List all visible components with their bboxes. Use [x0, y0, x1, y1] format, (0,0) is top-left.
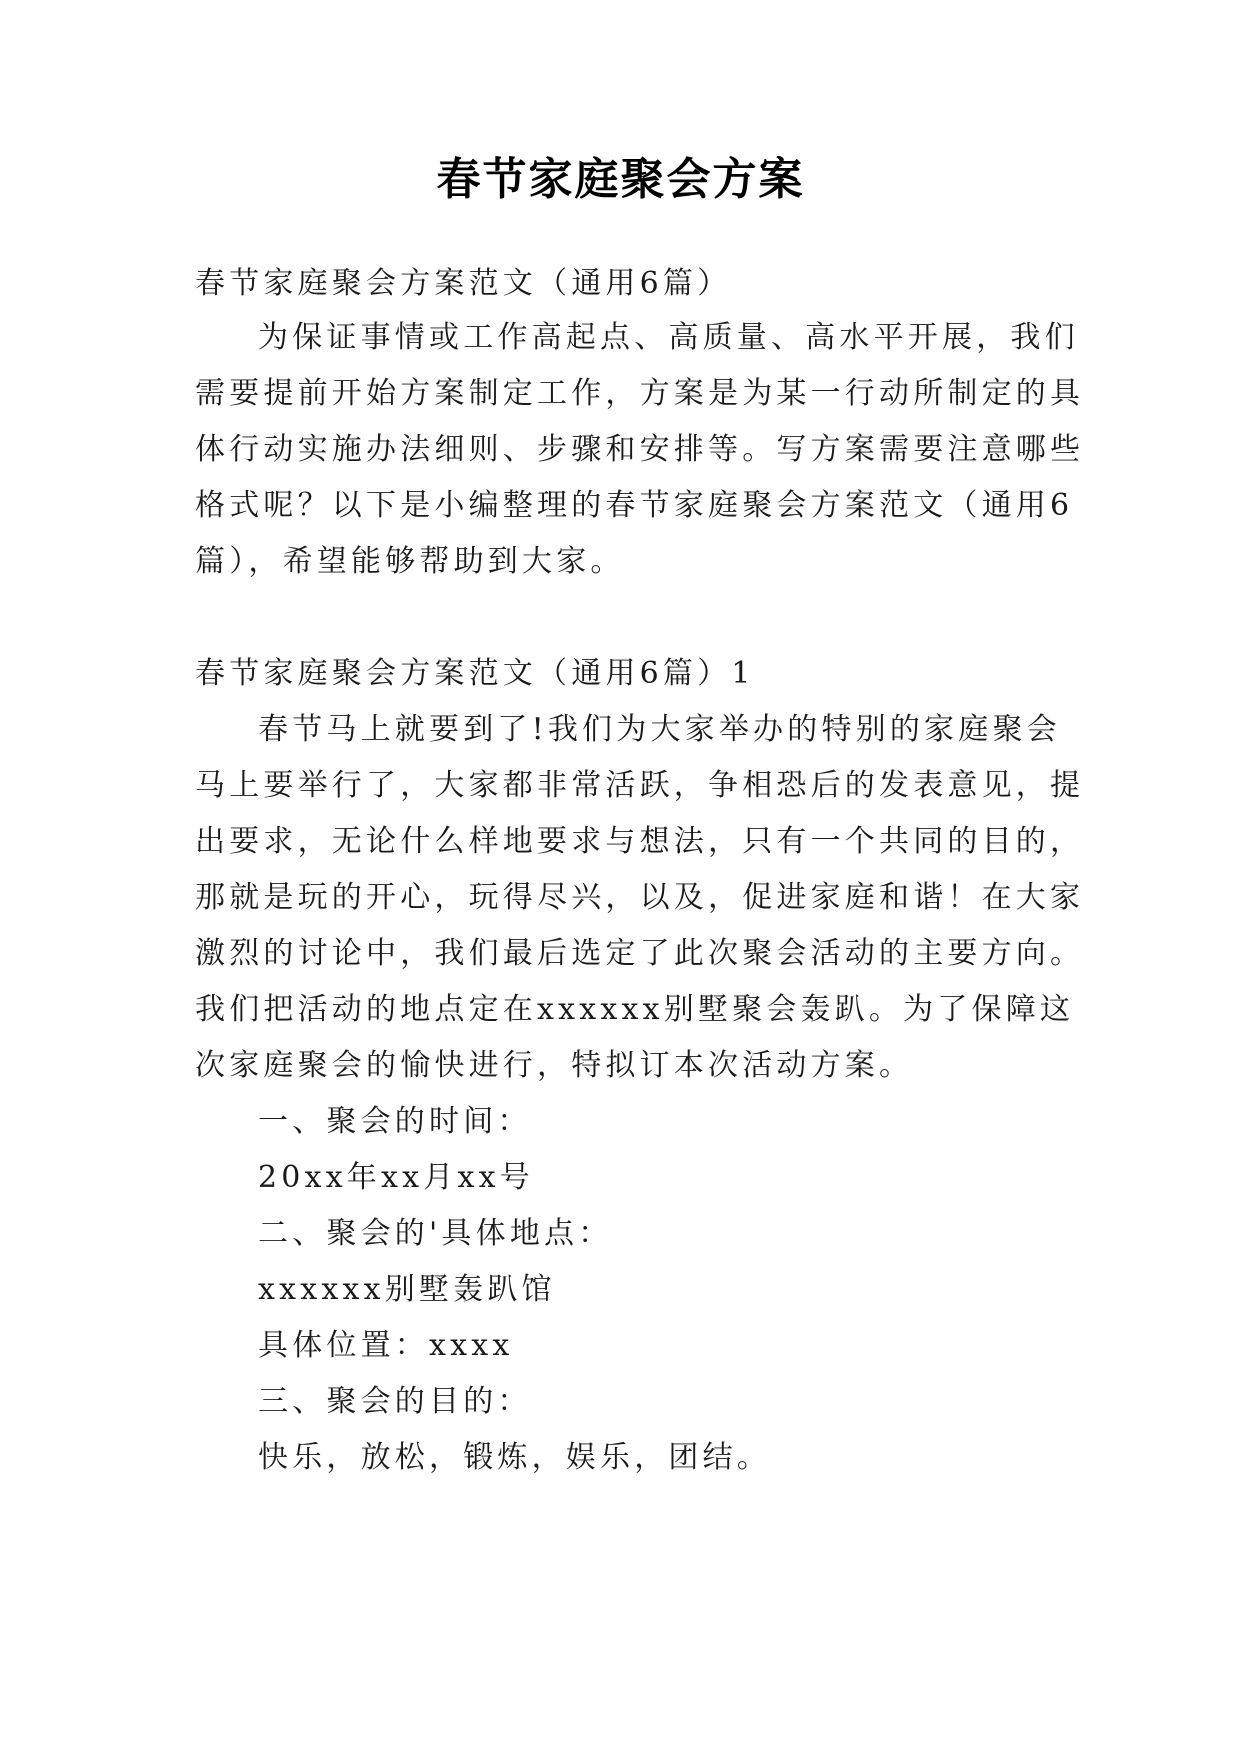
paragraph-line: 我们把活动的地点定在xxxxxx别墅聚会轰趴。为了保障这: [195, 992, 1075, 1027]
list-item: xxxxxx别墅轰趴馆: [258, 1272, 556, 1307]
paragraph-line: 那就是玩的开心，玩得尽兴，以及，促进家庭和谐！在大家: [195, 880, 1085, 915]
paragraph-line: 春节马上就要到了!我们为大家举办的特别的家庭聚会: [258, 712, 1061, 747]
paragraph-line: 需要提前开始方案制定工作，方案是为某一行动所制定的具: [195, 376, 1085, 411]
paragraph-line: 格式呢？以下是小编整理的春节家庭聚会方案范文（通用6: [195, 488, 1074, 523]
paragraph-line: 体行动实施办法细则、步骤和安排等。写方案需要注意哪些: [195, 432, 1085, 467]
paragraph-line: 次家庭聚会的愉快进行，特拟订本次活动方案。: [195, 1048, 914, 1083]
list-heading: 三、聚会的目的：: [258, 1384, 532, 1419]
paragraph-line: 激烈的讨论中，我们最后选定了此次聚会活动的主要方向。: [195, 936, 1085, 971]
paragraph-line: 篇），希望能够帮助到大家。: [195, 544, 625, 579]
list-item: 20xx年xx月xx号: [258, 1160, 534, 1195]
paragraph-line: 马上要举行了，大家都非常活跃，争相恐后的发表意见，提: [195, 768, 1085, 803]
document-title: 春节家庭聚会方案: [436, 154, 805, 205]
paragraph-line: 为保证事情或工作高起点、高质量、高水平开展，我们: [258, 320, 1079, 355]
list-heading: 二、聚会的'具体地点：: [258, 1216, 613, 1251]
list-item: 具体位置：xxxx: [258, 1328, 514, 1363]
paragraph-line: 出要求，无论什么样地要求与想法，只有一个共同的目的，: [195, 824, 1085, 859]
subtitle: 春节家庭聚会方案范文（通用6篇）: [195, 266, 732, 301]
section-heading: 春节家庭聚会方案范文（通用6篇）1: [195, 656, 755, 691]
list-heading: 一、聚会的时间：: [258, 1104, 532, 1139]
list-item: 快乐，放松，锻炼，娱乐，团结。: [258, 1440, 771, 1475]
